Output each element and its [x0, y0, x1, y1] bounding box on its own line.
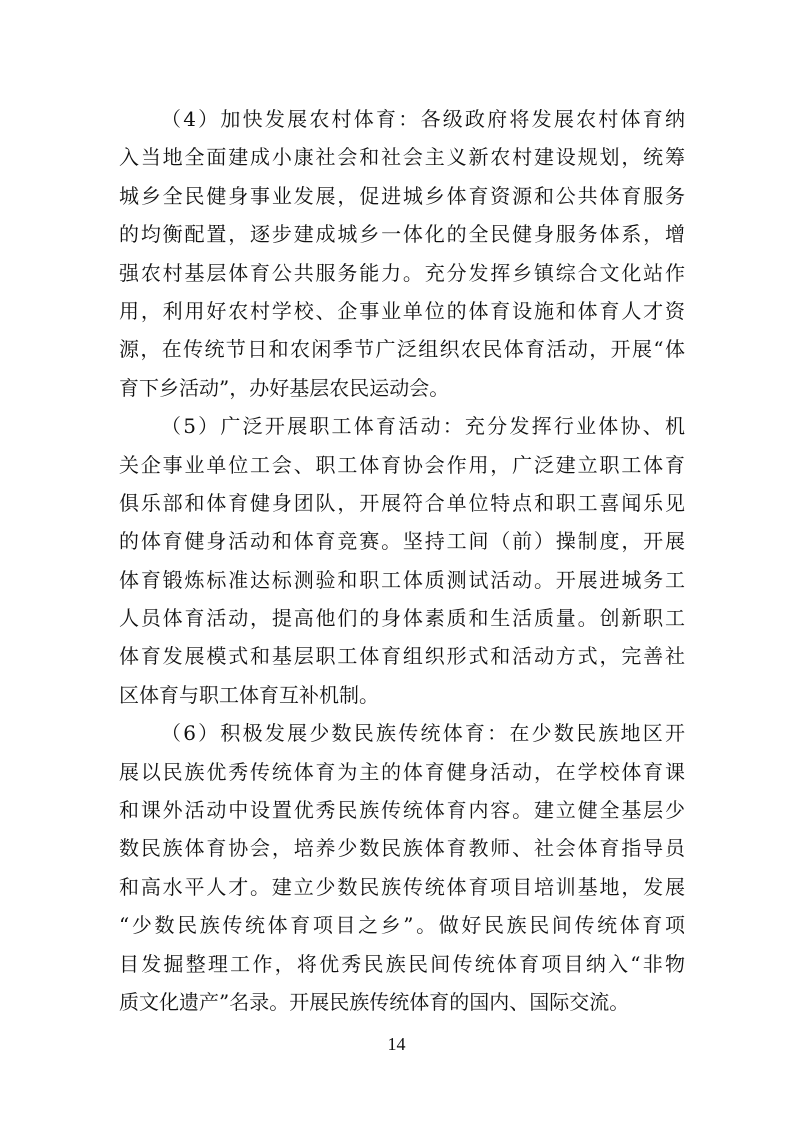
- text-line: 强农村基层体育公共服务能力。充分发挥乡镇综合文化站作: [119, 260, 685, 285]
- paragraph-rural-sports: [119, 100, 685, 407]
- text-line: 体育发展模式和基层职工体育组织形式和活动方式，完善社: [119, 644, 685, 669]
- text-line: 入当地全面建成小康社会和社会主义新农村建设规划，统筹: [119, 145, 685, 170]
- text-line: 区体育与职工体育互补机制。: [119, 682, 379, 707]
- text-line: 数民族体育协会，培养少数民族体育教师、社会体育指导员: [119, 836, 685, 861]
- text-line: “少数民族传统体育项目之乡”。做好民族民间传统体育项: [119, 913, 685, 938]
- paragraph-worker-sports: [119, 407, 685, 714]
- paragraph-ethnic-sports: [119, 714, 685, 1021]
- text-line: 人员体育活动，提高他们的身体素质和生活质量。创新职工: [119, 606, 685, 631]
- page-number: 14: [387, 1034, 406, 1054]
- text-line: （6）积极发展少数民族传统体育：在少数民族地区开: [161, 721, 685, 746]
- text-line: 展以民族优秀传统体育为主的体育健身活动，在学校体育课: [119, 759, 685, 784]
- text-line: 的体育健身活动和体育竞赛。坚持工间（前）操制度，开展: [119, 529, 685, 554]
- text-line: 的均衡配置，逐步建成城乡一体化的全民健身服务体系，增: [119, 222, 685, 247]
- text-line: 和课外活动中设置优秀民族传统体育内容。建立健全基层少: [119, 798, 685, 823]
- document-body: [119, 100, 685, 1021]
- text-line: 城乡全民健身事业发展，促进城乡体育资源和公共体育服务: [119, 183, 685, 208]
- text-line: 源，在传统节日和农闲季节广泛组织农民体育活动，开展“体: [119, 337, 685, 362]
- text-line: 用，利用好农村学校、企事业单位的体育设施和体育人才资: [119, 298, 685, 323]
- text-line: 育下乡活动”，办好基层农民运动会。: [119, 375, 450, 400]
- text-line: （4）加快发展农村体育：各级政府将发展农村体育纳: [161, 107, 685, 131]
- text-line: 俱乐部和体育健身团队，开展符合单位特点和职工喜闻乐见: [119, 490, 685, 515]
- text-line: 目发掘整理工作，将优秀民族民间传统体育项目纳入“非物: [119, 951, 685, 976]
- text-line: （5）广泛开展职工体育活动：充分发挥行业体协、机: [161, 414, 685, 439]
- text-line: 关企事业单位工会、职工体育协会作用，广泛建立职工体育: [119, 452, 685, 477]
- text-line: 和高水平人才。建立少数民族传统体育项目培训基地，发展: [119, 874, 685, 899]
- text-line: 体育锻炼标准达标测验和职工体质测试活动。开展进城务工: [119, 567, 685, 592]
- text-line: 质文化遗产”名录。开展民族传统体育的国内、国际交流。: [119, 989, 630, 1014]
